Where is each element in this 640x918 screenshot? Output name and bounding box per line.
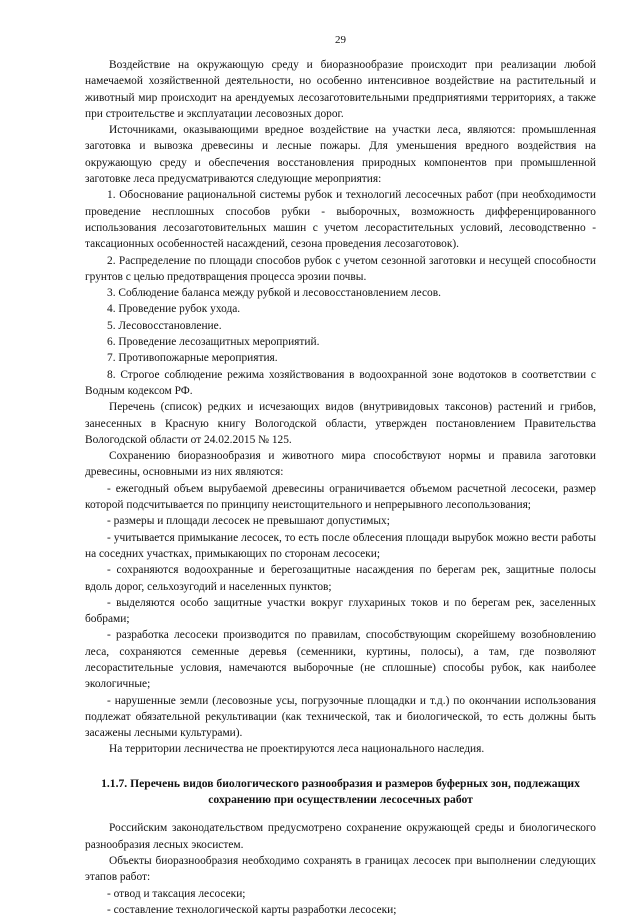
rule-item: - нарушенные земли (лесовозные усы, погрузочные площадки и т.д.) по окончании использования подлежат обязательной рекультивации (как технической, так и биологической, то есть должны быть засажены лесными культурами).: [85, 694, 596, 740]
section-paragraph-1: Российским законодательством предусмотрено сохранение окружающей среды и биологического разнообразия лесных экосистем.: [85, 822, 596, 851]
measure-item: 8. Строгое соблюдение режима хозяйствования в водоохранной зоне водотоков в соответствии с Водным кодексом РФ.: [85, 368, 596, 397]
measure-item: 6. Проведение лесозащитных мероприятий.: [107, 336, 320, 349]
measure-item: 7. Противопожарные мероприятия.: [107, 352, 278, 365]
heritage-paragraph: На территории лесничества не проектируются леса национального наследия.: [109, 743, 485, 756]
measure-item: 1. Обоснование рациональной системы рубок и технологий лесосечных работ (при необходимости проведение несплошных способов рубки - выборочных, возможность дифференцированного использования лесозаготовительных машин с учетом лесорастительных условий, лесоводственно - таксационных особенностей насаждений, сезона проведения лесозаготовок).: [85, 189, 596, 251]
measure-item: 2. Распределение по площади способов рубок с учетом сезонной заготовки и несущей способности грунтов с целью предотвращения процесса эрозии почвы.: [85, 254, 596, 283]
measure-item: 4. Проведение рубок ухода.: [107, 303, 241, 316]
rule-item: - разработка лесосеки производится по правилам, способствующим скорейшему возобновлению леса, сохраняются семенные деревья (семенники, куртины, полосы), а там, где позволяют лесорастительные условия, намечаются выборочные (не сплошные) способы рубок, как наиболее экологичные;: [85, 629, 596, 691]
page-number: 29: [335, 34, 346, 46]
rule-item: - ежегодный объем вырубаемой древесины ограничивается объемом расчетной лесосеки, размер которой подсчитывается по принципу неистощительного и непрерывного лесопользования;: [85, 482, 596, 512]
redbook-paragraph: Перечень (список) редких и исчезающих видов (внутривидовых таксонов) растений и грибов, занесенных в Красную книгу Вологодской области, утвержден постановлением Правительства Вологодской области от 24.02.2015 № 125.: [85, 401, 596, 446]
rules-list: [85, 481, 596, 742]
rule-item: - учитывается примыкание лесосек, то есть после облесения площади вырубок можно вести работы на соседних участках, примыкающих по сторонам лесосеки;: [85, 531, 596, 560]
rule-item: - сохраняются водоохранные и берегозащитные насаждения по берегам рек, защитные полосы вдоль дорог, сельхозугодий и населенных пунктов;: [85, 564, 596, 593]
stages-list: [85, 886, 596, 918]
intro-paragraph-2: Источниками, оказывающими вредное воздействие на участки леса, являются: промышленная заготовка и вывозка древесины и лесные пожары. Для уменьшения вредного воздействия на окружающую среду и обеспечения восстановления природных компонентов при промышленной заготовке леса предусматриваются следующие мероприятия:: [85, 124, 596, 186]
measure-item: 5. Лесовосстановление.: [107, 319, 222, 332]
stage-item: - составление технологической карты разработки лесосеки;: [107, 903, 397, 916]
rule-item: - выделяются особо защитные участки вокруг глухариных токов и по берегам рек, заселенных бобрами;: [85, 596, 596, 626]
rule-item: - размеры и площади лесосек не превышают допустимых;: [107, 515, 390, 528]
measures-list: [85, 187, 596, 399]
section-heading: 1.1.7. Перечень видов биологического разнообразия и размеров буферных зон, подлежащих сохранению при осуществлении лесосечных работ: [101, 776, 580, 807]
section-paragraph-2: Объекты биоразнообразия необходимо сохранять в границах лесосек при выполнении следующих этапов работ:: [85, 854, 596, 884]
intro-paragraph-1: Воздействие на окружающую среду и биоразнообразие происходит при реализации любой намечаемой хозяйственной деятельности, но особенно интенсивное воздействие на растительный и животный мир происходит на арендуемых лесозаготовительными предприятиями территориях, а также при строительстве и эксплуатации лесовозных дорог.: [85, 59, 596, 120]
rules-intro-paragraph: Сохранению биоразнообразия и животного мира способствуют нормы и правила заготовки древесины, основными из них являются:: [85, 450, 596, 479]
stage-item: - отвод и таксация лесосеки;: [107, 887, 246, 900]
measure-item: 3. Соблюдение баланса между рубкой и лесовосстановлением лесов.: [107, 287, 441, 300]
